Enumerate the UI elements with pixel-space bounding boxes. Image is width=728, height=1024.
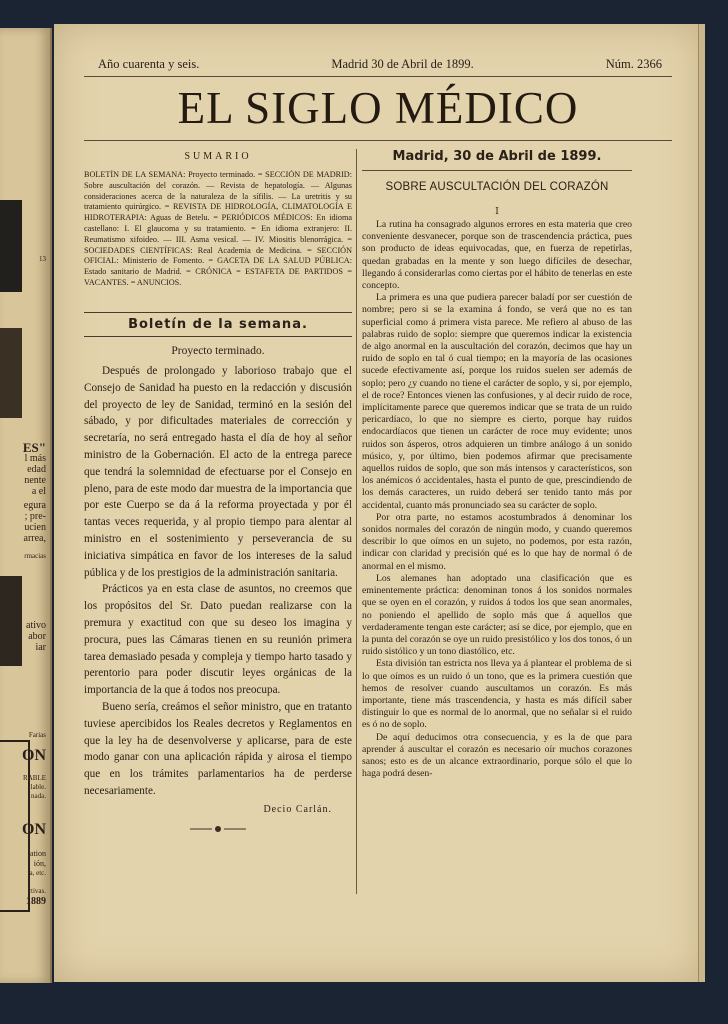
boletin-paragraph: Después de prolongado y laborioso trabajo que el Consejo de Sanidad ha puesto en la redacción y discusión del proyecto de ley de Sanidad, terminó en la sesión del sábado, y por dificultades materiales de corrección y secretaría, no será entregado hasta el día de hoy al señor ministro de la Gobernación. El acto de la entrega parece que tendrá la solemnidad de efectuarse por el Consejo en pleno, para de este modo dar muestra de la importancia que por este Cuerpo se da á la reforma proyectada y por él tantas veces requerida, y al propio tiempo para alentar al ministro en el sostenimiento y perseverancia de su iniciativa simpática en favor de los intereses de la salud pública y de los prestigios de la administración sanitaria. — [84, 365, 352, 579]
issue-number: Núm. 2366 — [605, 57, 662, 71]
left-page-engraving-top — [0, 200, 22, 292]
masthead-title: EL SIGLO MÉDICO — [177, 83, 579, 133]
column-divider — [356, 149, 357, 894]
boletin-subheading: Proyecto terminado. — [171, 345, 265, 357]
left-page-fragment: ES" — [22, 440, 46, 455]
boletin-body — [84, 363, 352, 800]
article-paragraph: Esta división tan estricta nos lleva ya á plantear el problema de si lo que oímos es un ruido ó un tono, que es la primera cuestión que hemos de resolver cuando auscultamos un corazón. Es más importante, tiene más trascendencia, y hasta es más difícil saber distinguir lo que es normal de lo anormal, que no señalar si el ruido es ó no de soplo. — [362, 658, 632, 731]
left-page-fragment: Farias — [28, 731, 46, 739]
left-page-fragment: nada. — [31, 792, 46, 800]
article-paragraph: De aquí deducimos otra consecuencia, y es la de que para aprender á auscultar el corazón es necesario oír muchos corazones sanos; esto es de un alcance extraordinario, porque sólo el que lo haga podrá desen- — [362, 731, 632, 780]
masthead-rule — [84, 140, 672, 141]
left-page-fragment: RABLE — [23, 774, 46, 782]
page-edge — [698, 24, 705, 982]
year-label: Año cuarenta y seis. — [98, 57, 200, 71]
left-page-fragment: ia, etc. — [27, 869, 46, 877]
section-ornament — [84, 825, 352, 836]
article-paragraph: Los alemanes han adoptado una clasificación que es eminentemente práctica: denominan tonos á los sonidos normales que se oyen en el corazón, y ruidos á todos los que sean anormales, no poniendo el apellido de soplo más que á aquellos que verdaderamente tengan este carácter; así se dice, por ejemplo, que en la punta del corazón se oye un ruido presistólico y los dos tonos, ó un ruido sistólico y un tono diastólico, etc. — [362, 572, 632, 658]
left-page-fragment: iar — [35, 642, 46, 653]
article-date-heading: Madrid, 30 de Abril de 1899. — [392, 149, 602, 164]
sumario-text: BOLETÍN DE LA SEMANA: Proyecto terminado. = SECCIÓN DE MADRID: Sobre auscultación del corazón. — Revista de hepatología. — Algunas consideraciones acerca de la naturaleza de la sífilis. — La uretritis y su tratamiento quirúrgico. = REVISTA DE HIDROLOGÍA, CLIMATOLOGÍA E HIDROTERAPIA: Aguas de Betelu. = PERIÓDICOS MÉDICOS: En idioma castellano: I. El glaucoma y su tratamiento. = En idioma extranjero: II. Reumatismo xifoideo. — III. Asma vesical. — IV. Miositis blenorrágica. = SOCIEDADES CIENTÍFICAS: Real Academia de Medicina. = SECCIÓN OFICIAL: Ministerio de Fomento. = GACETA DE LA SALUD PÚBLICA: Estado sanitario de Madrid. = CRÓNICA = ESTAFETA DE PARTIDOS = VACANTES. = ANUNCIOS. — [84, 170, 352, 287]
left-page-fragment: abor — [28, 631, 46, 642]
left-page-fragment: nente — [24, 475, 46, 486]
left-page-fragment: ativo — [26, 620, 46, 631]
left-page-fragment: ctivas. — [27, 887, 46, 895]
article-paragraph: La primera es una que pudiera parecer baladí por ser cuestión de nombre; pero si se la examina á fondo, se verá que no es tan superficial como á primera vista parece. Me refiero al abuso de las palabras ruido de soplo: siempre que queremos indicar la existencia de algo anormal en la auscultación del corazón, decimos que hay un ruido de soplo en tal ó cual tiempo; en la mayoría de las ocasiones sucede efectivamente así, porque los ruidos suelen ser además de soplo; pero ¿y cuando no tiene el carácter de soplo, y si, por ejemplo, el de roce? Entonces vienen las confusiones, y al decir ruido de roce, implícitamente parece que queremos indicar que se trata de un ruido pericardíaco, lo que no siempre es cierto, porque hay ruidos endocardíacos que tienen un carácter de roce muy evidente; unos ruidos son ásperos, otros adquieren un timbre análogo á un sonido músico, y, por último, bien podemos afirmar que precisamente aquellos ruidos de soplo, que son más intensos y característicos, son los anémicos ó accidentales, hasta el punto de que, prescindiendo de los demás caracteres, un ruido deberá ser tenido tanto más por accidental, cuanto más pronunciado sea su carácter de soplo. — [362, 292, 632, 511]
date-label: Madrid 30 de Abril de 1899. — [331, 57, 474, 71]
right-column — [362, 149, 632, 867]
date-rule — [362, 170, 632, 171]
left-page-fragment: ; pre- — [24, 511, 46, 522]
boletin-paragraph: Bueno sería, creámos el señor ministro, que en tratanto tuviese apercibidos los Reales decretos y Reglamentos en que la ley ha de desenvolverse y aplicarse, para de este modo ganar con una aplicación rápida y airosa el tiempo que en los trámites parlamentarios ha de perderse necesariamente. — [84, 700, 352, 797]
left-page-fragment: ión, — [33, 859, 46, 868]
author-signature: Decio Carlán. — [263, 803, 332, 815]
sumario-title: SUMARIO — [184, 151, 252, 162]
newspaper-page — [54, 24, 702, 982]
article-paragraph: Por otra parte, no estamos acostumbrados á denominar los sonidos normales del corazón de ningún modo, y cuando queremos describir lo que oímos en un sujeto, no podemos, por esta razón, indicar con claridad y precisión qué es lo que hay de normal ó de anormal en el mismo. — [362, 511, 632, 572]
left-page-fragment: l más — [24, 453, 46, 464]
ornament-divider-icon — [188, 825, 248, 833]
boletin-heading: Boletín de la semana. — [84, 312, 352, 337]
left-page-fragment: egura — [23, 500, 46, 511]
left-page-fragment: 13 — [39, 255, 46, 263]
left-page-fragment: a el — [31, 486, 46, 497]
left-page-illustration — [0, 328, 22, 418]
section-number: I — [495, 207, 499, 217]
left-page-fragment: ON — [22, 821, 46, 838]
boletin-paragraph: Prácticos ya en esta clase de asuntos, no creemos que los propósitos del Sr. Dato puedan realizarse con la premura y exactitud con que su deseo los imagina y procura, pues las Cámaras tienen en su reunión primera tarea demasiado pesada y compleja y tiempo harto tasado y perentorio para poder discutir leyes orgánicas de la importancia de la que á todos nos preocupa. — [84, 583, 352, 697]
left-page-fragment: 1889 — [26, 896, 46, 907]
article-paragraph: La rutina ha consagrado algunos errores en esta materia que creo conveniente desvanecer, porque son de trascendencia práctica, pues son producto de ideas equivocadas, que, en fuerza de repetirlas, quedan grabadas en la mente y son luego difíciles de desechar, llegando á considerarlas como ciertas por el hábito de tenerlas en este concepto. — [362, 219, 632, 292]
left-page-fragment: arrea, — [23, 533, 46, 544]
left-page-strip — [0, 28, 52, 983]
left-page-fragment: edad — [27, 464, 46, 475]
left-page-fragment: ucien — [24, 522, 46, 533]
left-page-fragment: ation — [30, 849, 46, 858]
left-page-fragment: rmacias — [24, 552, 46, 560]
page-header — [98, 57, 662, 72]
left-page-fragment: ilable. — [28, 783, 46, 791]
left-column — [84, 149, 352, 836]
left-page-fragment: ON — [22, 747, 46, 764]
left-page-ad-box — [0, 576, 22, 666]
header-rule — [84, 76, 672, 77]
article-title: SOBRE AUSCULTACIÓN DEL CORAZÓN — [385, 181, 609, 193]
article-body — [362, 219, 632, 867]
